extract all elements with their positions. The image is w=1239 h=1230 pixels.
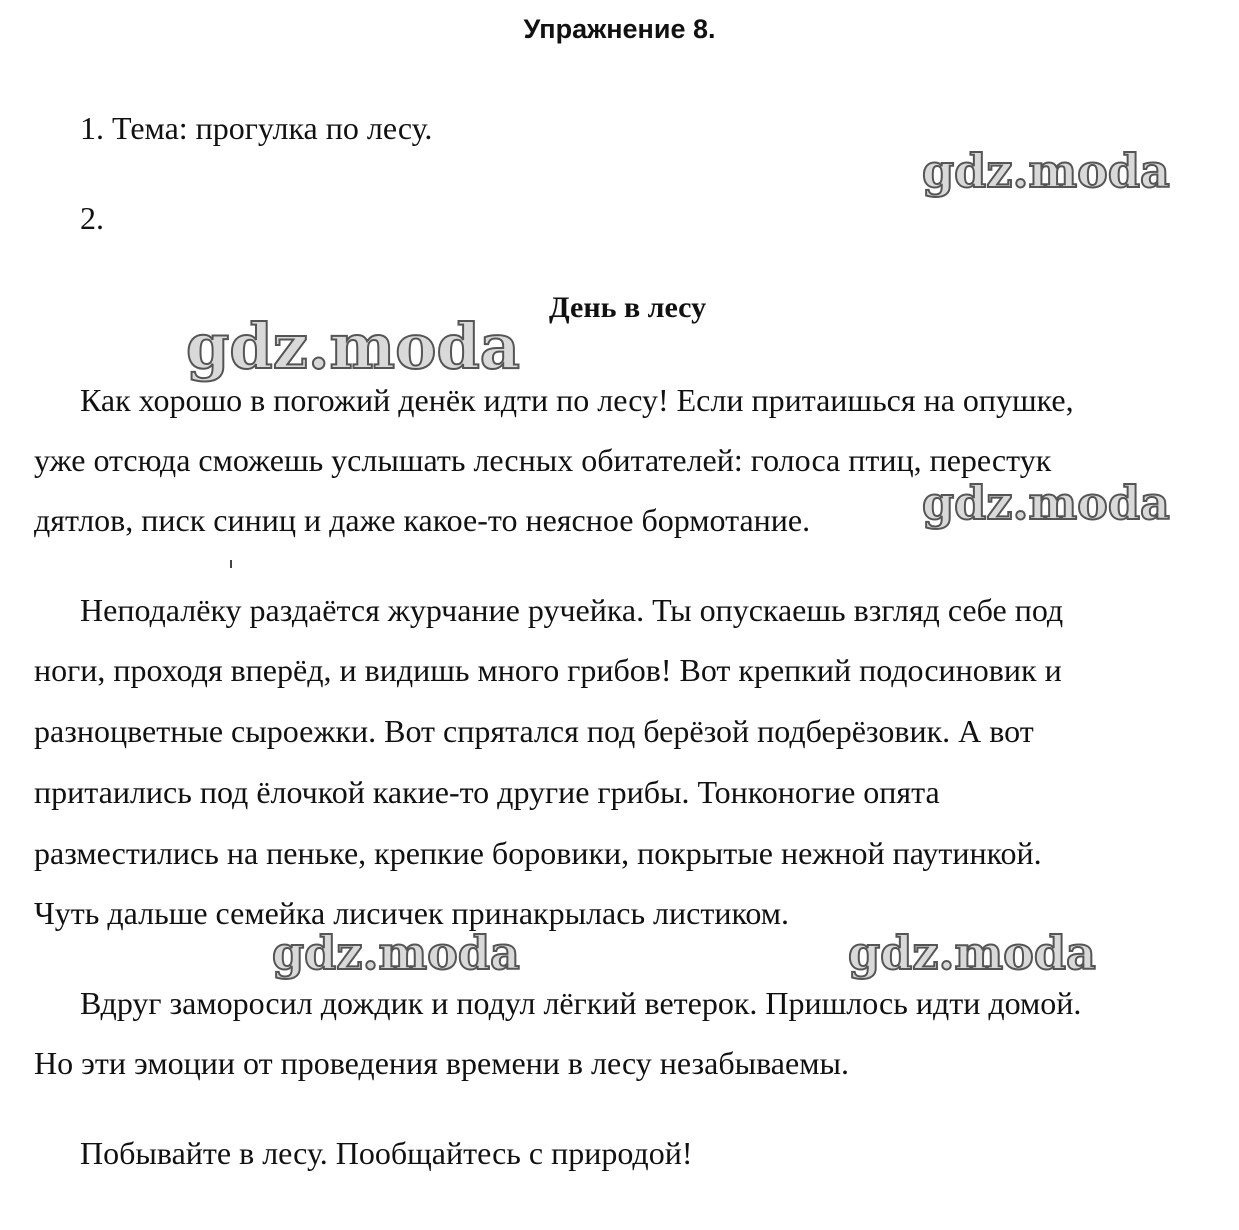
paragraph-line: разноцветные сыроежки. Вот спрятался под берёзой подберёзовик. А вот	[34, 713, 1034, 749]
paragraph-line: разместились на пеньке, крепкие боровики, покрытые нежной паутинкой.	[34, 835, 1042, 871]
paragraph-line: уже отсюда сможешь услышать лесных обитателей: голоса птиц, перестук	[34, 442, 1052, 478]
exercise-heading: Упражнение 8.	[523, 14, 716, 44]
topic-line: 1. Тема: прогулка по лесу.	[80, 110, 433, 146]
story-title: День в лесу	[549, 291, 707, 324]
scan-speck	[230, 560, 232, 568]
paragraph-line: Но эти эмоции от проведения времени в лесу незабываемы.	[34, 1045, 849, 1081]
watermark-logo: gdz.moda	[186, 310, 520, 383]
watermark-logo: gdz.moda	[272, 926, 520, 980]
paragraph-line: притаились под ёлочкой какие-то другие грибы. Тонконогие опята	[34, 774, 940, 810]
item-two-number: 2.	[80, 200, 104, 236]
watermark-logo: gdz.moda	[848, 926, 1096, 980]
paragraph-line: ноги, проходя вперёд, и видишь много грибов! Вот крепкий подосиновик и	[34, 652, 1062, 688]
paragraph-line: Чуть дальше семейка лисичек принакрылась листиком.	[34, 895, 790, 931]
paragraph-line: дятлов, писк синиц и даже какое-то неясное бормотание.	[34, 502, 811, 538]
watermark-logo: gdz.moda	[922, 476, 1170, 530]
closing-line: Побывайте в лесу. Пообщайтесь с природой!	[80, 1135, 693, 1171]
paragraph-line: Как хорошо в погожий денёк идти по лесу! Если притаишься на опушке,	[80, 382, 1074, 418]
paragraph-line: Неподалёку раздаётся журчание ручейка. Ты опускаешь взгляд себе под	[80, 592, 1064, 628]
paragraph-line: Вдруг заморосил дождик и подул лёгкий ветерок. Пришлось идти домой.	[80, 985, 1082, 1021]
watermark-logo: gdz.moda	[922, 144, 1170, 198]
